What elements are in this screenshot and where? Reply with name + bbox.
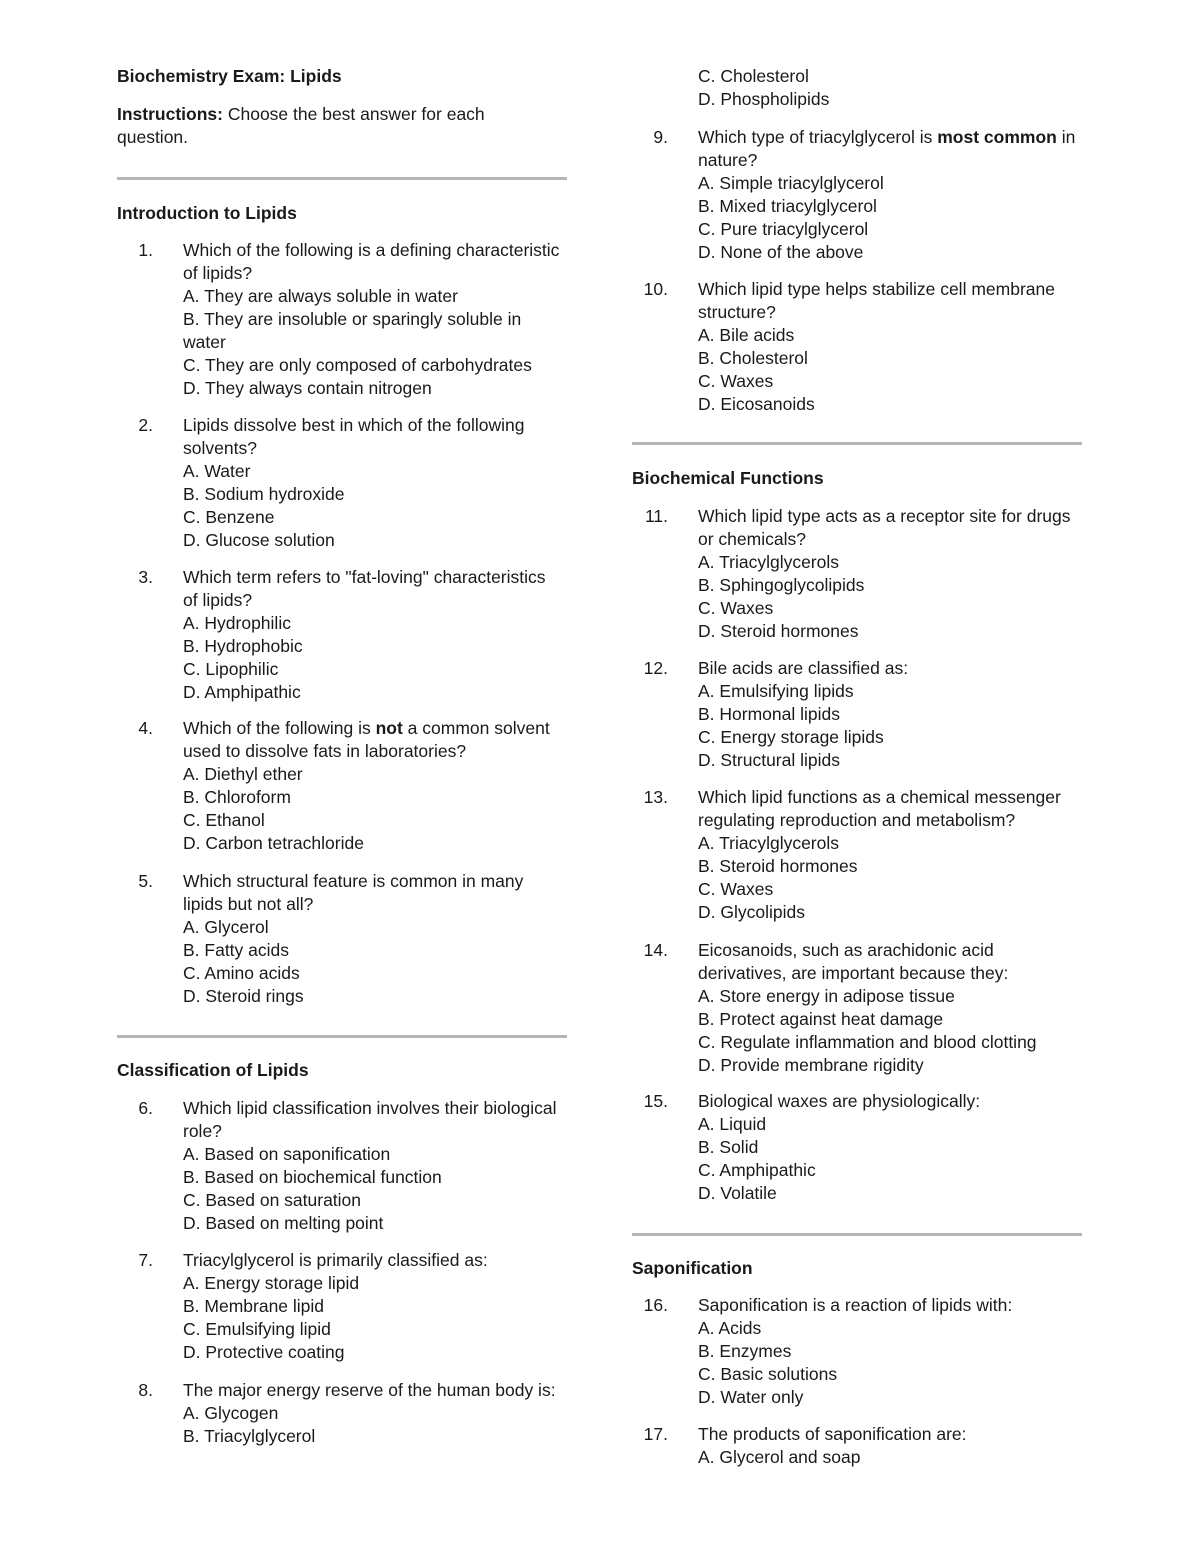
answer-option[interactable]: B. Mixed triacylglycerol	[698, 196, 877, 216]
answer-option[interactable]: B. Fatty acids	[183, 940, 290, 960]
question-text: The products of saponification are:	[698, 1424, 967, 1444]
question-text: Lipids dissolve best in which of the following solvents?	[183, 415, 525, 458]
answer-option[interactable]: A. Glycerol	[183, 917, 269, 937]
question-text: Saponification is a reaction of lipids with:	[698, 1295, 1013, 1315]
section-divider	[117, 177, 567, 180]
question-text: Bile acids are classified as:	[698, 658, 909, 678]
question-number: 14.	[643, 940, 668, 960]
section-divider	[632, 442, 1082, 445]
question-text	[698, 126, 1078, 172]
question-number: 5.	[138, 871, 153, 891]
question-text: Which lipid classification involves their biological role?	[183, 1098, 557, 1141]
question-number: 8.	[138, 1380, 153, 1400]
question-text: Eicosanoids, such as arachidonic acid derivatives, are important because they:	[698, 940, 1009, 983]
section-heading-classification: Classification of Lipids	[117, 1060, 309, 1080]
answer-option[interactable]: D. Water only	[698, 1387, 804, 1407]
answer-option[interactable]: C. Ethanol	[183, 810, 265, 830]
question-text-emphasis: not	[375, 718, 403, 738]
answer-option[interactable]: D. Protective coating	[183, 1342, 345, 1362]
answer-option[interactable]: C. Pure triacylglycerol	[698, 219, 869, 239]
answer-option[interactable]: D. Amphipathic	[183, 682, 301, 702]
exam-title: Biochemistry Exam: Lipids	[117, 66, 342, 86]
answer-option[interactable]: B. Solid	[698, 1137, 759, 1157]
instructions	[117, 103, 537, 149]
section-heading-saponification: Saponification	[632, 1258, 753, 1278]
question-text-pre: Which type of triacylglycerol is	[698, 127, 938, 147]
answer-option[interactable]: C. Waxes	[698, 598, 774, 618]
question-number: 11.	[644, 506, 668, 526]
answer-option[interactable]: D. Phospholipids	[698, 89, 830, 109]
question-number: 16.	[643, 1295, 668, 1315]
answer-option[interactable]: B. Steroid hormones	[698, 856, 858, 876]
answer-option[interactable]: B. Membrane lipid	[183, 1296, 325, 1316]
question-text-pre: Which of the following is	[183, 718, 376, 738]
answer-option[interactable]: D. Glucose solution	[183, 530, 335, 550]
answer-option[interactable]: A. Energy storage lipid	[183, 1273, 360, 1293]
answer-option[interactable]: A. Emulsifying lipids	[698, 681, 854, 701]
answer-option[interactable]: C. Amphipathic	[698, 1160, 816, 1180]
answer-option[interactable]: C. Lipophilic	[183, 659, 279, 679]
question-text: Which of the following is a defining characteristic of lipids?	[183, 240, 560, 283]
answer-option[interactable]: C. Emulsifying lipid	[183, 1319, 331, 1339]
answer-option[interactable]: A. Triacylglycerols	[698, 833, 840, 853]
answer-option[interactable]: A. Glycerol and soap	[698, 1447, 861, 1467]
answer-option[interactable]: C. Amino acids	[183, 963, 300, 983]
answer-option[interactable]: A. They are always soluble in water	[183, 286, 458, 306]
question-number: 13.	[643, 787, 668, 807]
instructions-label: Instructions:	[117, 104, 223, 124]
question-number: 2.	[138, 415, 153, 435]
answer-option[interactable]: C. Waxes	[698, 879, 774, 899]
answer-option[interactable]: C. They are only composed of carbohydrates	[183, 355, 532, 375]
section-heading-functions: Biochemical Functions	[632, 468, 824, 488]
answer-option[interactable]: B. Sodium hydroxide	[183, 484, 345, 504]
question-text: Which lipid type acts as a receptor site for drugs or chemicals?	[698, 506, 1071, 549]
question-number: 9.	[653, 127, 668, 147]
answer-option[interactable]: B. Chloroform	[183, 787, 291, 807]
question-number: 17.	[643, 1424, 668, 1444]
answer-option[interactable]: A. Water	[183, 461, 251, 481]
answer-option[interactable]: B. Hormonal lipids	[698, 704, 840, 724]
section-divider	[632, 1233, 1082, 1236]
answer-option[interactable]: D. Eicosanoids	[698, 394, 815, 414]
question-number: 6.	[138, 1098, 153, 1118]
question-text: Triacylglycerol is primarily classified as:	[183, 1250, 488, 1270]
answer-option[interactable]: A. Hydrophilic	[183, 613, 291, 633]
question-text-post: a common solvent used to dissolve fats in laboratories?	[183, 718, 550, 761]
answer-option[interactable]: B. Cholesterol	[698, 348, 808, 368]
answer-option[interactable]: C. Cholesterol	[698, 66, 809, 86]
answer-option[interactable]: B. Hydrophobic	[183, 636, 303, 656]
question-8-continued	[698, 65, 1078, 111]
answer-option[interactable]: D. Steroid rings	[183, 986, 304, 1006]
question-text: Which lipid type helps stabilize cell membrane structure?	[698, 279, 1055, 322]
question-text-post: in nature?	[698, 127, 1076, 170]
section-heading-intro: Introduction to Lipids	[117, 203, 297, 223]
question-number: 12.	[643, 658, 668, 678]
question-text-emphasis: most common	[937, 127, 1057, 147]
answer-option[interactable]: D. Glycolipids	[698, 902, 805, 922]
section-divider	[117, 1035, 567, 1038]
answer-option[interactable]: A. Glycogen	[183, 1403, 279, 1423]
answer-option[interactable]: C. Regulate inflammation and blood clotting	[698, 1032, 1037, 1052]
answer-option[interactable]: A. Simple triacylglycerol	[698, 173, 884, 193]
answer-option[interactable]: D. Carbon tetrachloride	[183, 833, 364, 853]
question-number: 1.	[138, 240, 153, 260]
question-text: The major energy reserve of the human body is:	[183, 1380, 556, 1400]
question-text: Which structural feature is common in many lipids but not all?	[183, 871, 524, 914]
answer-option[interactable]: D. They always contain nitrogen	[183, 378, 432, 398]
answer-option[interactable]: A. Triacylglycerols	[698, 552, 840, 572]
answer-option[interactable]: A. Store energy in adipose tissue	[698, 986, 955, 1006]
answer-option[interactable]: C. Energy storage lipids	[698, 727, 884, 747]
answer-option[interactable]: D. None of the above	[698, 242, 864, 262]
answer-option[interactable]: C. Waxes	[698, 371, 774, 391]
instructions-text: Choose the best answer for each question.	[117, 104, 485, 147]
question-number: 7.	[138, 1250, 153, 1270]
answer-option[interactable]: A. Based on saponification	[183, 1144, 391, 1164]
question-text: Which lipid functions as a chemical messenger regulating reproduction and metabolism?	[698, 787, 1061, 830]
answer-option[interactable]: C. Based on saturation	[183, 1190, 362, 1210]
answer-option[interactable]: A. Liquid	[698, 1114, 767, 1134]
answer-option[interactable]: A. Acids	[698, 1318, 762, 1338]
answer-option[interactable]: D. Volatile	[698, 1183, 777, 1203]
answer-option[interactable]: B. Triacylglycerol	[183, 1426, 316, 1446]
answer-option[interactable]: A. Bile acids	[698, 325, 795, 345]
question-number: 3.	[138, 567, 153, 587]
answer-option[interactable]: A. Diethyl ether	[183, 764, 303, 784]
answer-option[interactable]: D. Provide membrane rigidity	[698, 1055, 924, 1075]
question-text: Which term refers to "fat-loving" characteristics of lipids?	[183, 567, 546, 610]
answer-option[interactable]: D. Steroid hormones	[698, 621, 859, 641]
answer-option[interactable]: B. They are insoluble or sparingly soluble in water	[183, 309, 522, 352]
question-text	[183, 717, 563, 763]
answer-option[interactable]: B. Based on biochemical function	[183, 1167, 442, 1187]
answer-option[interactable]: B. Protect against heat damage	[698, 1009, 944, 1029]
question-text: Biological waxes are physiologically:	[698, 1091, 981, 1111]
answer-option[interactable]: D. Structural lipids	[698, 750, 840, 770]
answer-option[interactable]: D. Based on melting point	[183, 1213, 384, 1233]
answer-option[interactable]: B. Sphingoglycolipids	[698, 575, 865, 595]
answer-option[interactable]: B. Enzymes	[698, 1341, 792, 1361]
question-number: 10.	[643, 279, 668, 299]
question-number: 4.	[138, 718, 153, 738]
answer-option[interactable]: C. Benzene	[183, 507, 275, 527]
answer-option[interactable]: C. Basic solutions	[698, 1364, 838, 1384]
question-number: 15.	[643, 1091, 668, 1111]
